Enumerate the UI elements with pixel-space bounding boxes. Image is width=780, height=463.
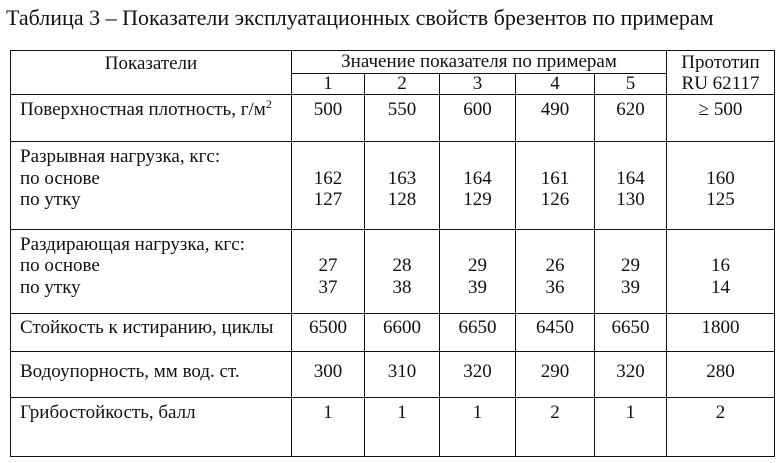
- value: 26: [545, 255, 565, 276]
- value: 16: [711, 255, 731, 276]
- value-cell: 490: [516, 95, 595, 142]
- value: 29: [621, 255, 640, 276]
- table-row: [11, 142, 775, 230]
- value: 128: [387, 189, 417, 210]
- value: 28: [392, 255, 412, 276]
- value: 163: [387, 167, 417, 189]
- unit-superscript: 2: [265, 97, 272, 111]
- value-cell: [292, 142, 365, 230]
- value: 14: [711, 276, 731, 298]
- prototype-value-cell: 280: [667, 352, 775, 398]
- indicator-header: Показатели: [104, 53, 198, 74]
- examples-header-cell: [292, 51, 667, 74]
- value-cell: 320: [595, 352, 667, 398]
- examples-header: Значение показателя по примерам: [341, 51, 617, 72]
- value: 39: [621, 276, 640, 298]
- value-cell: 600: [440, 95, 516, 142]
- table-caption: Таблица 3 – Показатели эксплуатационных свойств брезентов по примерам: [6, 5, 714, 30]
- row-sublabel: по основе: [20, 255, 100, 276]
- value-cell: 6600: [365, 314, 440, 352]
- value-cell: 320: [440, 352, 516, 398]
- row-label: Поверхностная плотность, г/м: [20, 99, 266, 120]
- example-number-1: 1: [292, 73, 365, 95]
- table-row: [11, 352, 775, 398]
- value: 126: [540, 189, 570, 210]
- row-label-cell: [11, 95, 292, 142]
- value: 164: [463, 167, 492, 189]
- row-sublabel: по утку: [20, 189, 81, 210]
- value: 162: [313, 167, 343, 189]
- row-label-cell: Водоупорность, мм вод. ст.: [11, 352, 292, 398]
- value: 37: [318, 276, 338, 298]
- value-cell: 290: [516, 352, 595, 398]
- prototype-value-cell: 2: [667, 398, 775, 457]
- row-sublabel: по основе: [20, 167, 100, 189]
- example-number-2: 2: [365, 73, 440, 95]
- prototype-value-cell: ≥ 500: [667, 95, 775, 142]
- row-sublabel: по утку: [20, 276, 81, 298]
- prototype-header-cell: [667, 51, 775, 95]
- row-label-cell: Стойкость к истиранию, циклы: [11, 314, 292, 352]
- value: 161: [540, 167, 570, 189]
- prototype-header-line-2: RU 62117: [681, 73, 760, 94]
- prototype-header-line-1: Прототип: [681, 52, 760, 73]
- prototype-value-cell: [667, 142, 775, 230]
- value-cell: 2: [516, 398, 595, 457]
- row-label-cell: [11, 142, 292, 230]
- prototype-value-cell: 1800: [667, 314, 775, 352]
- example-number-3: 3: [440, 73, 516, 95]
- value: 125: [706, 189, 735, 210]
- value-cell: [516, 142, 595, 230]
- table-row: [11, 95, 775, 142]
- value-cell: [365, 230, 440, 314]
- value-cell: [440, 142, 516, 230]
- row-label-cell: Грибостойкость, балл: [11, 398, 292, 457]
- table-row: [11, 230, 775, 314]
- table-row: [11, 398, 775, 457]
- row-label: Раздирающая нагрузка, кгс:: [20, 233, 245, 255]
- value-cell: 1: [365, 398, 440, 457]
- properties-table: [10, 50, 775, 457]
- value: 38: [392, 276, 412, 298]
- value-cell: 620: [595, 95, 667, 142]
- value-cell: 1: [292, 398, 365, 457]
- value-cell: 300: [292, 352, 365, 398]
- value-cell: 310: [365, 352, 440, 398]
- value: 164: [616, 167, 645, 189]
- table-row: [11, 314, 775, 352]
- value-cell: 6650: [440, 314, 516, 352]
- value: 27: [318, 255, 338, 276]
- value-cell: 6650: [595, 314, 667, 352]
- value-cell: [595, 142, 667, 230]
- indicator-header-cell: [11, 51, 292, 95]
- value: 160: [706, 167, 735, 189]
- value: 129: [463, 189, 492, 210]
- value-cell: 6450: [516, 314, 595, 352]
- row-label: Разрывная нагрузка, кгс:: [20, 146, 221, 167]
- value: 29: [468, 255, 487, 276]
- value-cell: 1: [440, 398, 516, 457]
- value-cell: 6500: [292, 314, 365, 352]
- example-number-4: 4: [516, 73, 595, 95]
- value-cell: 550: [365, 95, 440, 142]
- value: 127: [313, 189, 343, 210]
- row-label-cell: [11, 230, 292, 314]
- value-cell: [595, 230, 667, 314]
- value: 36: [545, 276, 565, 298]
- value-cell: [365, 142, 440, 230]
- value-cell: [516, 230, 595, 314]
- value-cell: 1: [595, 398, 667, 457]
- value-cell: [292, 230, 365, 314]
- header-row: [11, 51, 775, 74]
- value: 130: [616, 189, 645, 210]
- value-cell: [440, 230, 516, 314]
- prototype-value-cell: [667, 230, 775, 314]
- value-cell: 500: [292, 95, 365, 142]
- example-number-5: 5: [595, 73, 667, 95]
- value: 39: [468, 276, 487, 298]
